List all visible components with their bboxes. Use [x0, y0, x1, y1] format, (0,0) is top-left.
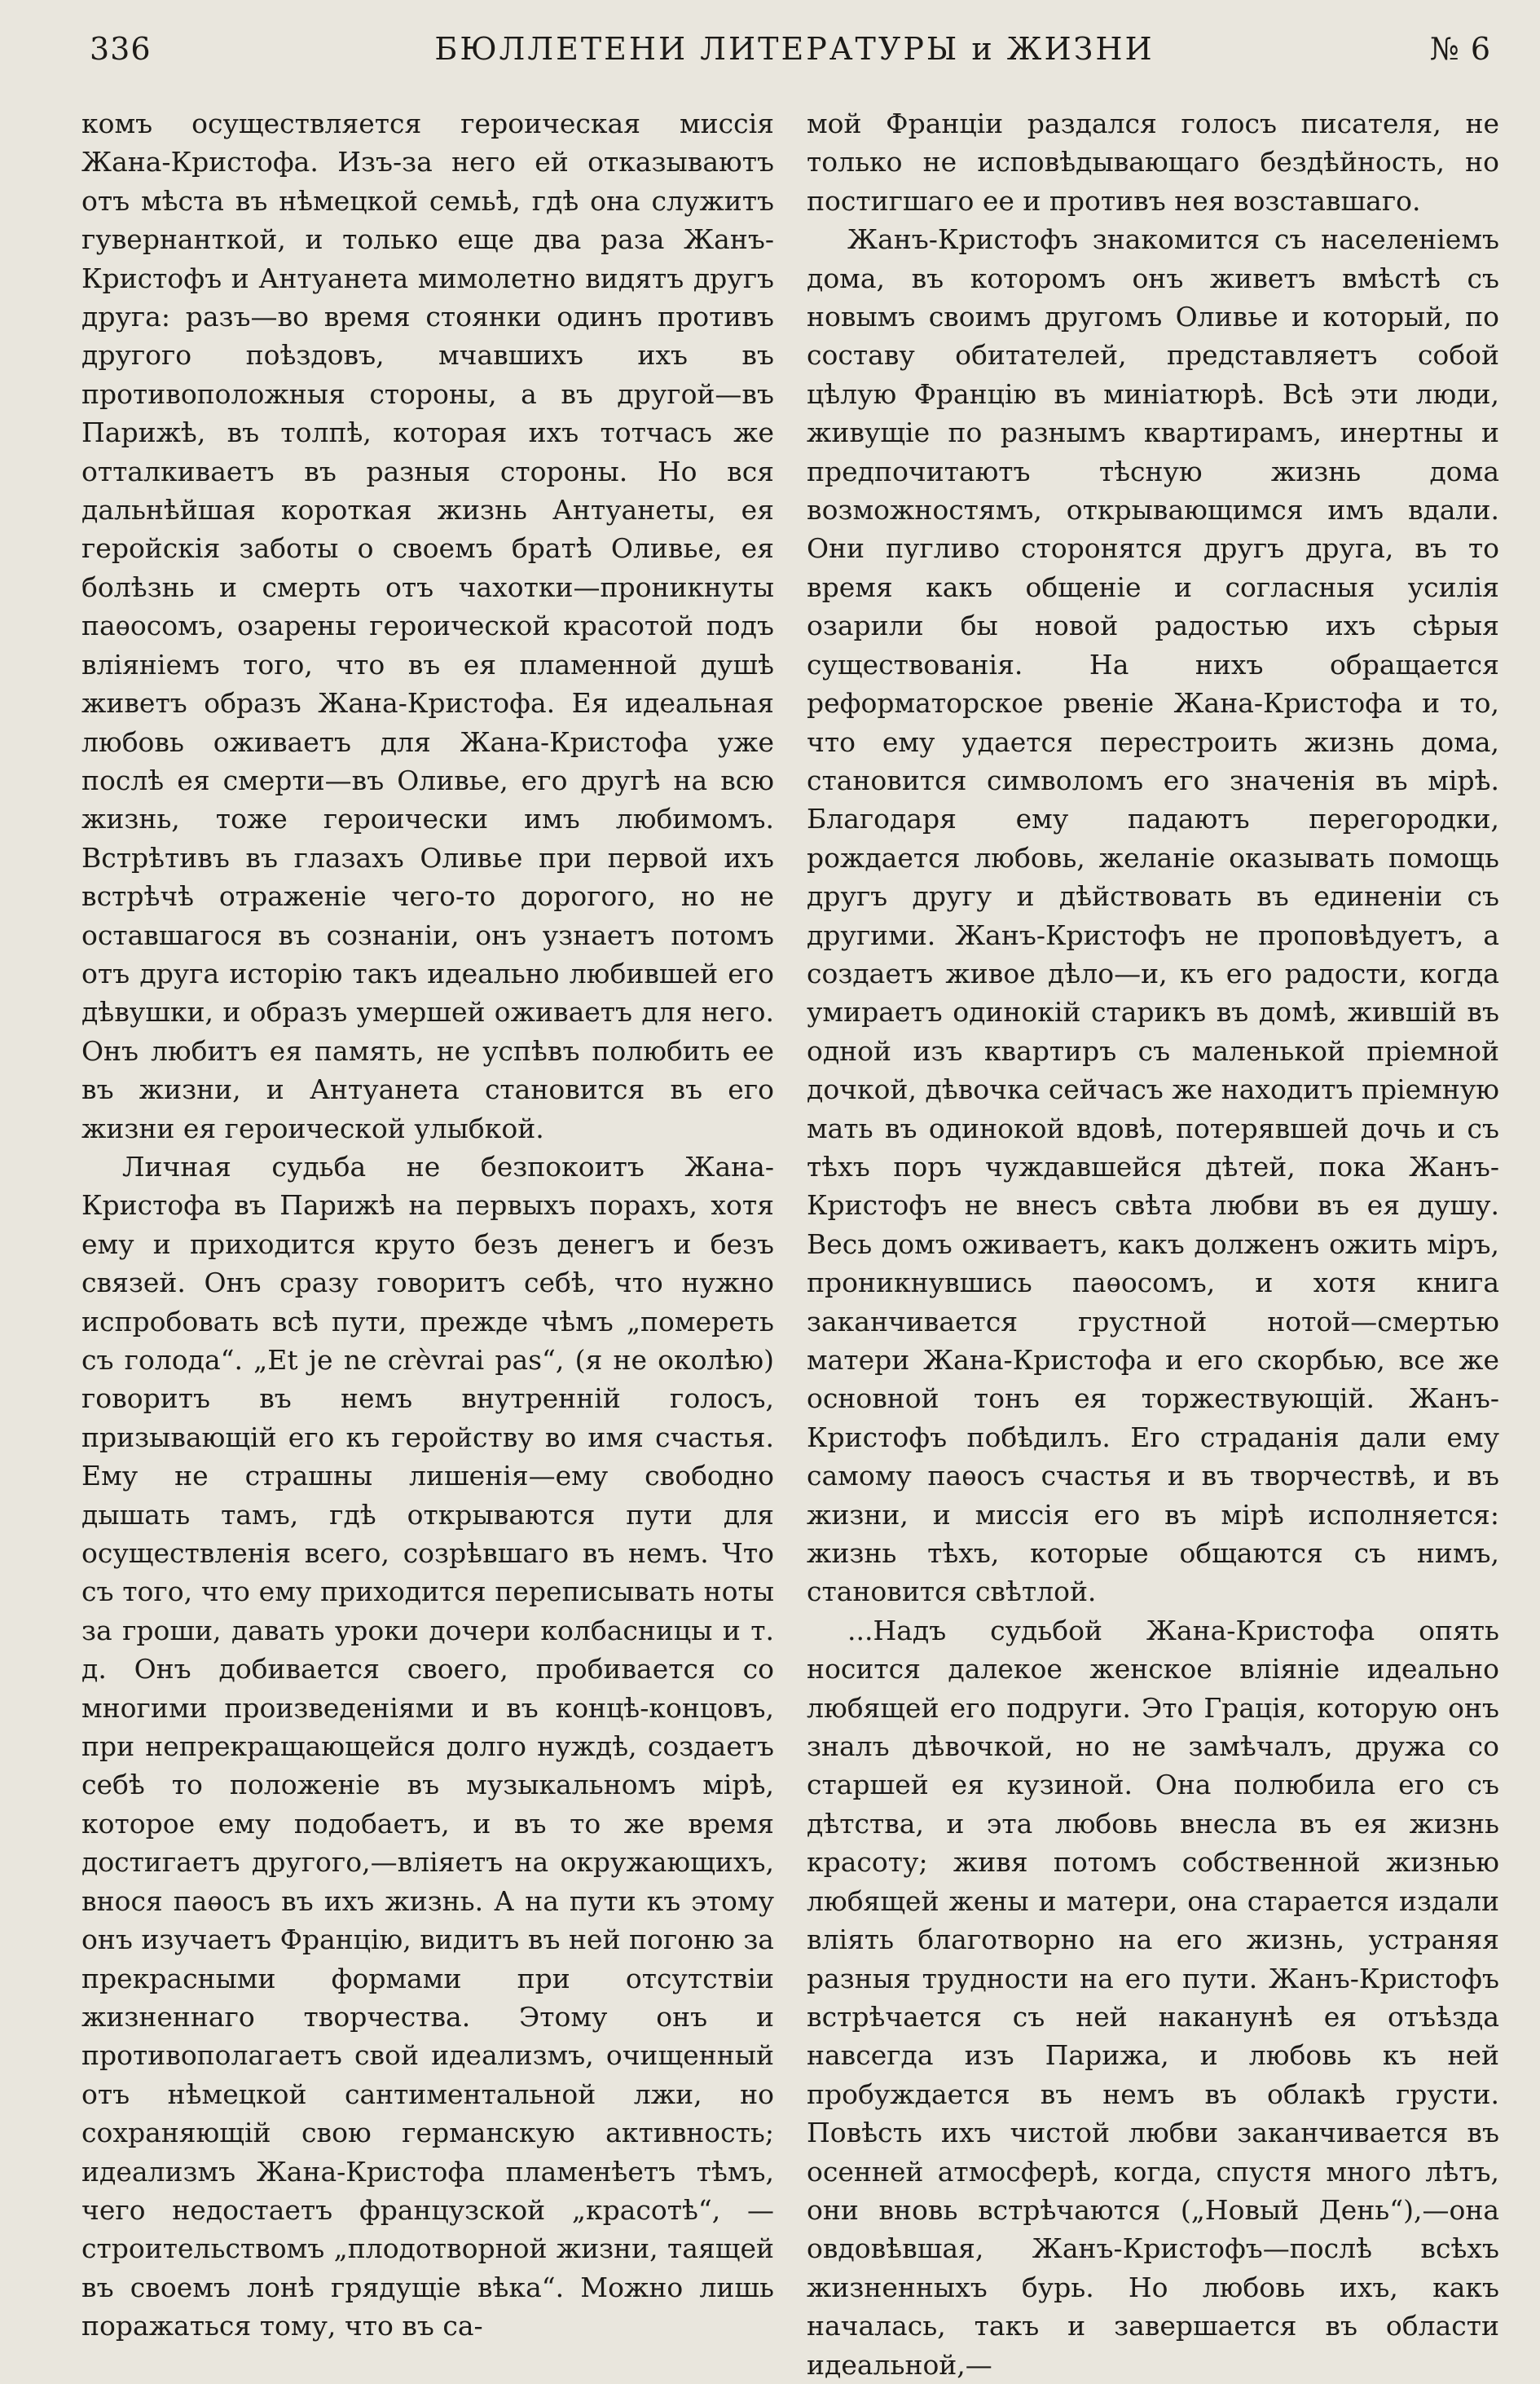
running-header [81, 23, 1507, 80]
paragraph: ...Надъ судьбой Жана-Кристофа опять носится далекое женское вліяніе идеально любящей его подруги. Это Грація, которую онъ зналъ дѣвочкой, но не замѣчалъ, дружа со старшей ея кузиной. Она полюбила его съ дѣтства, и эта любовь внесла въ ея жизнь красоту; живя потомъ собственной жизнью любящей жены и матери, она старается издали вліять благотворно на его жизнь, устраняя разныя трудности на его пути. Жанъ-Кристофъ встрѣчается съ ней наканунѣ ея отъѣзда навсегда изъ Парижа, и любовь къ ней пробуждается въ немъ въ облакѣ грусти. Повѣсть ихъ чистой любви заканчивается въ осенней атмосферѣ, когда, спустя много лѣтъ, они вновь встрѣчаются („Новый День“),—она овдовѣвшая, Жанъ-Кристофъ—послѣ всѣхъ жизненныхъ бурь. Но любовь ихъ, какъ началась, такъ и завершается въ области идеальной,— [807, 1614, 1499, 2381]
paragraph: Жанъ-Кристофъ знакомится съ населеніемъ дома, въ которомъ онъ живетъ вмѣстѣ съ новымъ своимъ другомъ Оливье и который, по составу обитателей, представляетъ собой цѣлую Францію въ миніатюрѣ. Всѣ эти люди, живущіе по разнымъ квартирамъ, инертны и предпочитаютъ тѣсную жизнь дома возможностямъ, открывающимся имъ вдали. Они пугливо сторонятся другъ друга, въ то время какъ общеніе и согласныя усилія озарили бы новой радостью ихъ сѣрыя существованія. На нихъ обращается реформаторское рвеніе Жана-Кристофа и то, что ему удается перестроить жизнь дома, становится символомъ его значенія въ мірѣ. Благодаря ему падаютъ перегородки, рождается любовь, желаніе оказывать помощь другъ другу и дѣйствовать въ единеніи съ другими. Жанъ-Кристофъ не проповѣдуетъ, а создаетъ живое дѣло—и, къ его радости, когда умираетъ одинокій старикъ въ домѣ, жившій въ одной изъ квартиръ съ маленькой пріемной дочкой, дѣвочка сейчасъ же находитъ пріемную мать въ одинокой вдовѣ, потерявшей дочь и съ тѣхъ поръ чуждавшейся дѣтей, пока Жанъ-Кристофъ не внесъ свѣта любви въ ея душу. Весь домъ оживаетъ, какъ долженъ ожить міръ, проникнувшись паѳосомъ, и хотя книга заканчивается грустной нотой—смертью матери Жана-Кристофа и его скорбью, все же основной тонъ ея торжествующій. Жанъ-Кристофъ побѣдилъ. Его страданія дали ему самому паѳосъ счастья и въ творчествѣ, и въ жизни, и миссія его въ мірѣ исполняется: жизнь тѣхъ, которые общаются съ нимъ, становится свѣтлой. [807, 223, 1499, 1608]
right-column [807, 104, 1499, 2381]
paragraph: Личная судьба не безпокоитъ Жана-Кристофа въ Парижѣ на первыхъ порахъ, хотя ему и приходится круто безъ денегъ и безъ связей. Онъ сразу говоритъ себѣ, что нужно испробовать всѣ пути, прежде чѣмъ „помереть съ голода“. „Et je ne crèvrai pas“, (я не околѣю) говоритъ въ немъ внутренній голосъ, призывающій его къ геройству во имя счастья. Ему не страшны лишенія—ему свободно дышать тамъ, гдѣ открываются пути для осуществленія всего, созрѣвшаго въ немъ. Что съ того, что ему приходится переписывать ноты за гроши, давать уроки дочери колбасницы и т. д. Онъ добивается своего, пробивается со многими произведеніями и въ концѣ-концовъ, при непрекращающейся долго нуждѣ, создаетъ себѣ то положеніе въ музыкальномъ мірѣ, которое ему подобаетъ, и въ то же время достигаетъ другого,—вліяетъ на окружающихъ, внося паѳосъ въ ихъ жизнь. А на пути къ этому онъ изучаетъ Францію, видитъ въ ней погоню за прекрасными формами при отсутствіи жизненнаго творчества. Этому онъ и противополагаетъ свой идеализмъ, очищенный отъ нѣмецкой сантиментальной лжи, но сохраняющій свою германскую активность; идеализмъ Жана-Кристофа пламенѣетъ тѣмъ, чего недостаетъ французской „красотѣ“, — строительствомъ „плодотворной жизни, таящей въ своемъ лонѣ грядущіе вѣка“. Можно лишь поражаться тому, что въ са- [81, 1150, 774, 2342]
paragraph: комъ осуществляется героическая миссія Жана-Кристофа. Изъ-за него ей отказываютъ отъ мѣста въ нѣмецкой семьѣ, гдѣ она служитъ гувернанткой, и только еще два раза Жанъ-Кристофъ и Антуанета мимолетно видятъ другъ друга: разъ—во время стоянки одинъ противъ другого поѣздовъ, мчавшихъ ихъ въ противоположныя стороны, а въ другой—въ Парижѣ, въ толпѣ, которая ихъ тотчасъ же отталкиваетъ въ разныя стороны. Но вся дальнѣйшая короткая жизнь Антуанеты, ея геройскія заботы о своемъ братѣ Оливье, ея болѣзнь и смерть отъ чахотки—проникнуты паѳосомъ, озарены героической красотой подъ вліяніемъ того, что въ ея пламенной душѣ живетъ образъ Жана-Кристофа. Ея идеальная любовь оживаетъ для Жана-Кристофа уже послѣ ея смерти—въ Оливье, его другѣ на всю жизнь, тоже героически имъ любимомъ. Встрѣтивъ въ глазахъ Оливье при первой ихъ встрѣчѣ отраженіе чего-то дорогого, но не оставшагося въ сознаніи, онъ узнаетъ потомъ отъ друга исторію такъ идеально любившей его дѣвушки, и образъ умершей оживаетъ для него. Онъ любитъ ея память, не успѣвъ полюбить ее въ жизни, и Антуанета становится въ его жизни ея героической улыбкой. [81, 108, 774, 1144]
page-number: 336 [90, 31, 152, 67]
left-column [81, 104, 774, 2342]
issue-number: № 6 [1429, 31, 1491, 67]
text-columns [81, 104, 1507, 2381]
journal-title: БЮЛЛЕТЕНИ ЛИТЕРАТУРЫ и ЖИЗНИ [434, 31, 1155, 67]
paragraph: мой Франціи раздался голосъ писателя, не только не исповѣдывающаго бездѣйность, но постигшаго ее и противъ нея возставшаго. [807, 108, 1499, 217]
